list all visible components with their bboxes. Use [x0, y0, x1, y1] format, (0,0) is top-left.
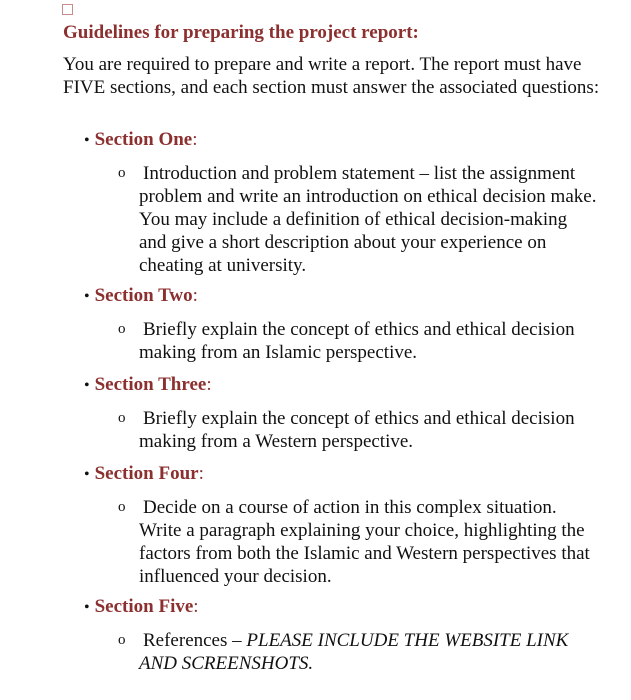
section-five-item: [118, 629, 598, 675]
section-four-item: [118, 496, 598, 588]
checkbox-icon[interactable]: [62, 4, 73, 15]
section-label: Section Four: [94, 463, 199, 484]
sub-bullet-icon: o: [118, 499, 126, 515]
section-label: Section One: [94, 129, 193, 150]
section-one-item: [118, 162, 598, 277]
page-title: Guidelines for preparing the project report:: [63, 22, 419, 43]
section-label: Section Three: [94, 374, 207, 395]
bullet-icon: •: [84, 377, 90, 394]
section-one-heading: • Section One:: [84, 129, 198, 150]
section-two-heading: • Section Two:: [84, 285, 198, 306]
section-label: Section Two: [94, 285, 193, 306]
bullet-icon: •: [84, 466, 90, 483]
sub-bullet-icon: o: [118, 321, 126, 337]
intro-paragraph: You are required to prepare and write a report. The report must have FIVE sections, and each section must answer the associated questions:: [63, 54, 600, 98]
section-label: Section Five: [94, 596, 194, 617]
section-item-text: Briefly explain the concept of ethics and ethical decision making from an Islamic perspective.: [139, 319, 575, 363]
section-two-item: [118, 318, 598, 364]
references-note: PLEASE INCLUDE THE WEBSITE LINK AND SCREENSHOTS.: [139, 630, 569, 674]
sub-bullet-icon: o: [118, 165, 126, 181]
section-item-text: Introduction and problem statement – list the assignment problem and write an introduction on ethical decision make. You may include a definition of ethical decision-making and give a short description about your experience on cheating at university.: [139, 163, 597, 276]
bullet-icon: •: [84, 288, 90, 305]
bullet-icon: •: [84, 132, 90, 149]
section-item-text: Decide on a course of action in this complex situation. Write a paragraph explaining your choice, highlighting the factors from both the Islamic and Western perspectives that influenced your decision.: [139, 497, 590, 587]
section-four-heading: • Section Four:: [84, 463, 204, 484]
section-three-item: [118, 407, 598, 453]
sub-bullet-icon: o: [118, 410, 126, 426]
section-item-text: Briefly explain the concept of ethics and ethical decision making from a Western perspective.: [139, 408, 575, 452]
section-five-heading: • Section Five:: [84, 596, 199, 617]
bullet-icon: •: [84, 599, 90, 616]
section-item-text: References – PLEASE INCLUDE THE WEBSITE LINK AND SCREENSHOTS.: [139, 630, 569, 674]
sub-bullet-icon: o: [118, 632, 126, 648]
section-three-heading: • Section Three:: [84, 374, 212, 395]
